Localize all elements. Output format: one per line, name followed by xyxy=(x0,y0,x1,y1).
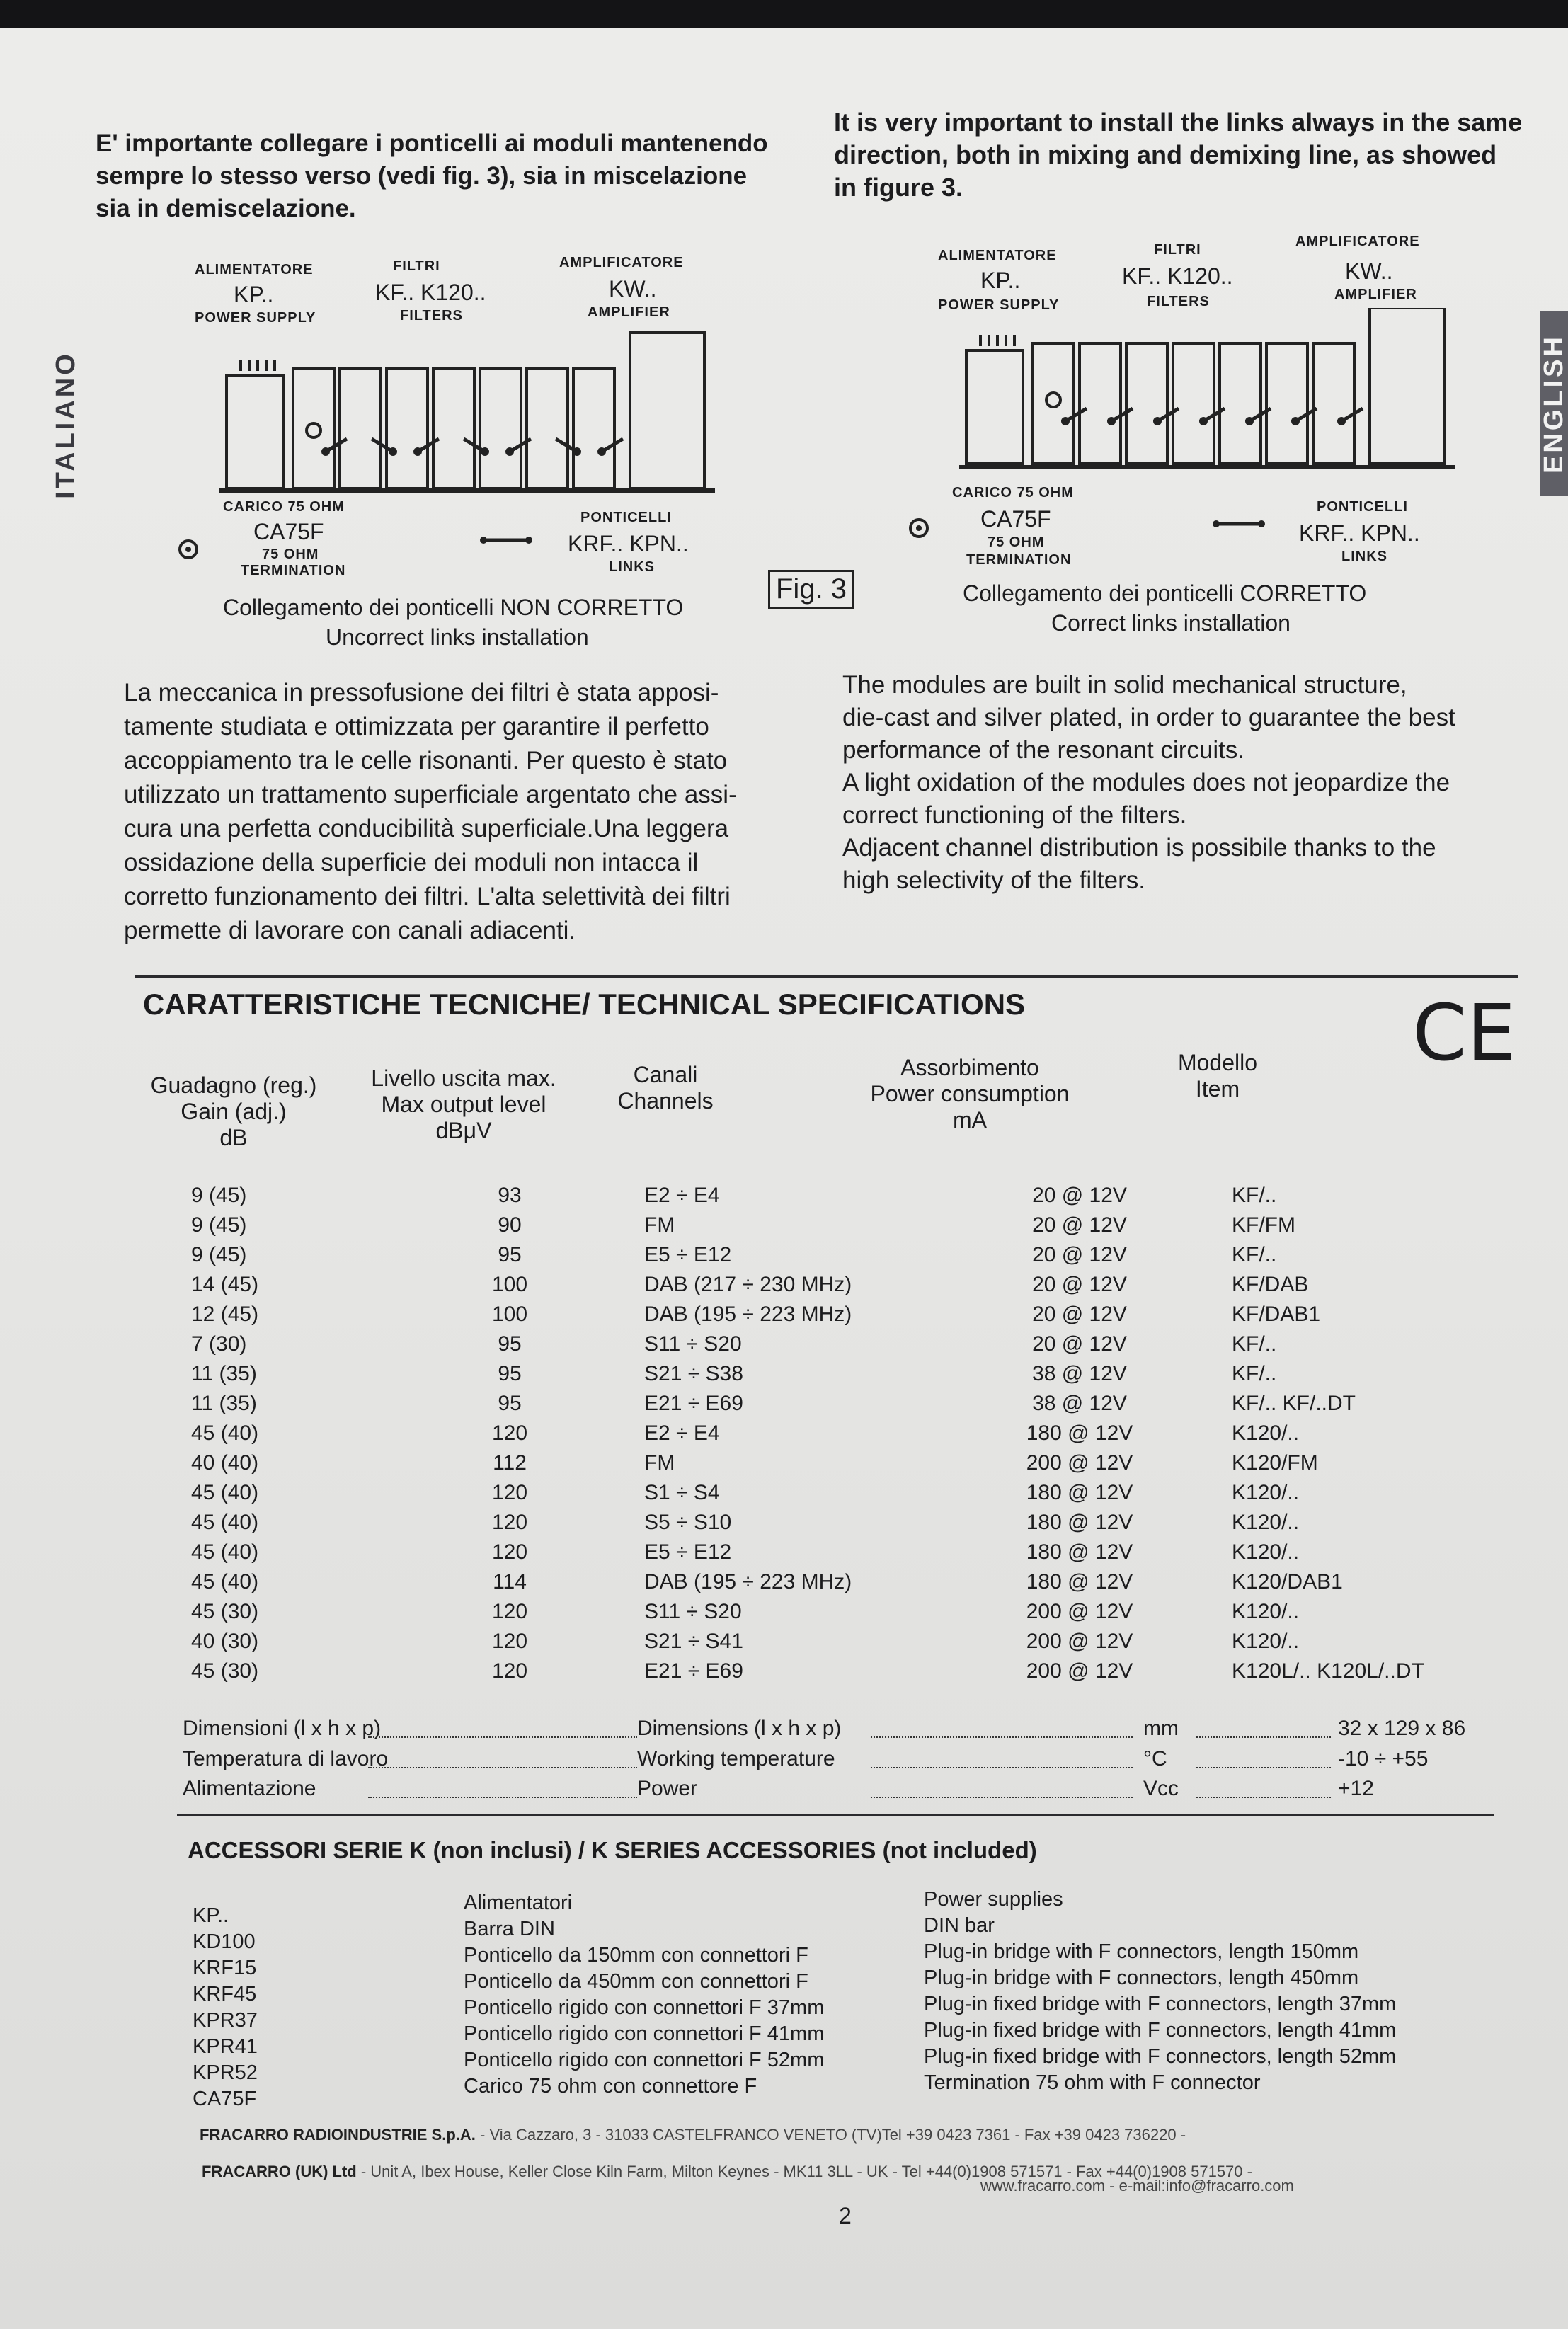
cell-model: K120/.. xyxy=(1232,1600,1300,1623)
cell-channels: E21 ÷ E69 xyxy=(644,1659,743,1683)
cell-gain: 45 (40) xyxy=(191,1421,259,1445)
caption-incorrect-it: Collegamento dei ponticelli NON CORRETTO xyxy=(223,595,684,620)
cell-gain: 14 (45) xyxy=(191,1273,259,1296)
amp-label-it: AMPLIFICATORE xyxy=(1295,234,1420,249)
load-ohm: 75 OHM xyxy=(262,547,319,562)
cell-level: 95 xyxy=(498,1243,522,1266)
general-label-it: Dimensioni (l x h x p) xyxy=(183,1717,382,1740)
intro-english: It is very important to install the links always in the same direction, both in mixing and demixing line, as showed in figure 3. xyxy=(834,108,1523,202)
general-label-en: Working temperature xyxy=(637,1747,835,1770)
intro-italian: E' importante collegare i ponticelli ai moduli mantenendo sempre lo stesso verso (vedi fig. 3), sia in miscelazione sia in demiscelazione. xyxy=(96,130,768,222)
load-label-en: TERMINATION xyxy=(966,552,1072,568)
load-model: CA75F xyxy=(253,519,324,544)
load-ohm: 75 OHM xyxy=(988,534,1045,550)
ps-label-en: POWER SUPPLY xyxy=(195,310,316,326)
ce-mark-icon: CE xyxy=(1412,988,1516,1078)
cell-gain: 11 (35) xyxy=(191,1392,257,1415)
caption-correct-it: Collegamento dei ponticelli CORRETTO xyxy=(963,580,1367,606)
cell-level: 120 xyxy=(491,1630,528,1653)
amp-label-it: AMPLIFICATORE xyxy=(559,255,684,270)
cell-model: K120/DAB1 xyxy=(1232,1570,1343,1593)
cell-channels: E5 ÷ E12 xyxy=(644,1243,732,1266)
cell-channels: E21 ÷ E69 xyxy=(644,1392,743,1415)
accessory-it: Ponticello da 450mm con connettori F xyxy=(464,1970,808,1993)
cell-model: KF/.. xyxy=(1232,1243,1277,1266)
links-label-it: PONTICELLI xyxy=(1317,499,1408,515)
link-icon xyxy=(1211,517,1267,531)
cell-channels: FM xyxy=(644,1451,675,1475)
accessory-code: KD100 xyxy=(193,1930,256,1953)
specs-table xyxy=(149,1181,1501,1686)
general-value: +12 xyxy=(1338,1777,1374,1800)
accessory-code: KRF45 xyxy=(193,1983,257,2005)
cell-level: 95 xyxy=(498,1362,522,1385)
cell-gain: 9 (45) xyxy=(191,1243,247,1266)
cell-power: 200 @ 12V xyxy=(1026,1451,1133,1475)
accessories-english xyxy=(924,1887,1396,2096)
table-row xyxy=(149,1211,1501,1240)
amp-model: KW.. xyxy=(1345,258,1393,284)
leader-dots xyxy=(368,1797,637,1798)
divider xyxy=(177,1814,1494,1816)
footer-company-uk: FRACARRO (UK) Ltd - Unit A, Ibex House, Keller Close Kiln Farm, Milton Keynes - MK11 3LL - UK - Tel +44(0)1908 571571 - Fax +44(0)1908 571570 - xyxy=(202,2163,1252,2180)
table-row xyxy=(149,1300,1501,1329)
cell-level: 95 xyxy=(498,1392,522,1415)
accessory-en: Power supplies xyxy=(924,1888,1063,1911)
cell-gain: 45 (30) xyxy=(191,1600,259,1623)
cell-gain: 11 (35) xyxy=(191,1362,257,1385)
table-row xyxy=(149,1478,1501,1508)
cell-channels: S11 ÷ S20 xyxy=(644,1600,742,1623)
cell-model: KF/.. xyxy=(1232,1362,1277,1385)
accessory-en: Plug-in fixed bridge with F connectors, length 41mm xyxy=(924,2019,1397,2042)
amp-label-en: AMPLIFIER xyxy=(588,304,670,320)
cell-power: 200 @ 12V xyxy=(1026,1600,1133,1623)
general-label-it: Temperatura di lavoro xyxy=(183,1747,389,1770)
cell-level: 120 xyxy=(491,1481,528,1504)
filters-label-en: FILTERS xyxy=(1147,294,1210,309)
cell-power: 20 @ 12V xyxy=(1032,1243,1127,1266)
filters-model: KF.. K120.. xyxy=(375,280,486,305)
accessory-en: Plug-in bridge with F connectors, length 150mm xyxy=(924,1940,1359,1963)
cell-power: 180 @ 12V xyxy=(1026,1511,1133,1534)
page-number: 2 xyxy=(839,2203,852,2228)
cell-power: 38 @ 12V xyxy=(1032,1392,1127,1415)
accessory-code: KP.. xyxy=(193,1904,229,1927)
table-row xyxy=(149,1270,1501,1300)
cell-model: K120/FM xyxy=(1232,1451,1318,1475)
general-unit: Vcc xyxy=(1143,1777,1179,1800)
cell-gain: 40 (40) xyxy=(191,1451,259,1475)
cell-channels: S11 ÷ S20 xyxy=(644,1332,742,1356)
header-power: Assorbimento Power consumption mA xyxy=(870,1055,1070,1133)
general-label-en: Dimensions (l x h x p) xyxy=(637,1717,842,1740)
cell-power: 180 @ 12V xyxy=(1026,1421,1133,1445)
header-gain: Guadagno (reg.) Gain (adj.) dB xyxy=(150,1072,317,1150)
filters-label-it: FILTRI xyxy=(393,258,440,274)
table-row xyxy=(149,1389,1501,1419)
accessory-code: KPR37 xyxy=(193,2009,258,2032)
accessory-it: Ponticello da 150mm con connettori F xyxy=(464,1944,808,1967)
leader-dots xyxy=(871,1736,1133,1738)
cell-level: 120 xyxy=(491,1421,528,1445)
cell-model: KF/.. xyxy=(1232,1332,1277,1356)
specs-title: CARATTERISTICHE TECNICHE/ TECHNICAL SPECIFICATIONS xyxy=(143,988,1026,1021)
cell-model: KF/FM xyxy=(1232,1213,1295,1237)
cell-level: 100 xyxy=(491,1303,528,1326)
tab-english: ENGLISH xyxy=(1540,311,1568,496)
cell-level: 120 xyxy=(491,1511,528,1534)
accessory-it: Ponticello rigido con connettori F 41mm xyxy=(464,2022,825,2045)
cell-channels: FM xyxy=(644,1213,675,1237)
cell-model: K120/.. xyxy=(1232,1481,1300,1504)
cell-channels: E2 ÷ E4 xyxy=(644,1184,720,1207)
links-label-en: LINKS xyxy=(609,559,655,575)
filters-model: KF.. K120.. xyxy=(1122,263,1233,289)
table-row xyxy=(149,1419,1501,1448)
modules-diagram-correct xyxy=(959,308,1455,478)
links-model: KRF.. KPN.. xyxy=(568,531,689,556)
cell-model: KF/.. xyxy=(1232,1184,1277,1207)
amp-label-en: AMPLIFIER xyxy=(1334,287,1417,302)
cell-gain: 9 (45) xyxy=(191,1213,247,1237)
cell-level: 95 xyxy=(498,1332,522,1356)
general-label-it: Alimentazione xyxy=(183,1777,316,1800)
cell-gain: 45 (40) xyxy=(191,1481,259,1504)
cell-power: 180 @ 12V xyxy=(1026,1570,1133,1593)
cell-level: 120 xyxy=(491,1659,528,1683)
links-label-it: PONTICELLI xyxy=(580,510,672,525)
amp-model: KW.. xyxy=(609,276,657,302)
leader-dots xyxy=(368,1767,637,1768)
footer-web: www.fracarro.com - e-mail:info@fracarro.com xyxy=(980,2177,1294,2194)
table-row xyxy=(149,1627,1501,1656)
figure-label: Fig. 3 xyxy=(768,570,854,609)
cell-channels: S21 ÷ S41 xyxy=(644,1630,743,1653)
table-row xyxy=(149,1181,1501,1211)
ps-label-it: ALIMENTATORE xyxy=(938,248,1057,263)
cell-model: K120L/.. K120L/..DT xyxy=(1232,1659,1424,1683)
leader-dots xyxy=(1196,1797,1331,1798)
cell-channels: DAB (195 ÷ 223 MHz) xyxy=(644,1303,852,1326)
header-channels: Canali Channels xyxy=(617,1062,714,1114)
accessory-it: Carico 75 ohm con connettore F xyxy=(464,2075,757,2098)
general-value: -10 ÷ +55 xyxy=(1338,1747,1429,1770)
general-value: 32 x 129 x 86 xyxy=(1338,1717,1466,1740)
cell-model: K120/.. xyxy=(1232,1511,1300,1534)
cell-gain: 45 (40) xyxy=(191,1540,259,1564)
table-row xyxy=(149,1597,1501,1627)
links-model: KRF.. KPN.. xyxy=(1299,520,1420,546)
cell-channels: S5 ÷ S10 xyxy=(644,1511,732,1534)
table-row xyxy=(149,1567,1501,1597)
leader-dots xyxy=(1196,1736,1331,1738)
cell-power: 180 @ 12V xyxy=(1026,1540,1133,1564)
table-row xyxy=(149,1359,1501,1389)
cell-power: 20 @ 12V xyxy=(1032,1273,1127,1296)
cell-power: 200 @ 12V xyxy=(1026,1659,1133,1683)
header-model: Modello Item xyxy=(1177,1050,1258,1101)
table-row xyxy=(149,1538,1501,1567)
accessory-it: Barra DIN xyxy=(464,1918,555,1940)
cell-level: 114 xyxy=(493,1570,527,1593)
accessory-code: KPR52 xyxy=(193,2061,258,2084)
leader-dots xyxy=(368,1736,637,1738)
accessory-en: Plug-in fixed bridge with F connectors, length 52mm xyxy=(924,2045,1397,2068)
leader-dots xyxy=(871,1797,1133,1798)
accessory-en: Termination 75 ohm with F connector xyxy=(924,2071,1261,2094)
links-label-en: LINKS xyxy=(1341,549,1387,564)
header-level: Livello uscita max. Max output level dBμV xyxy=(371,1065,556,1143)
leader-dots xyxy=(1196,1767,1331,1768)
general-label-en: Power xyxy=(637,1777,698,1800)
table-row xyxy=(149,1240,1501,1270)
accessory-it: Ponticello rigido con connettori F 37mm xyxy=(464,1996,825,2019)
table-row xyxy=(149,1656,1501,1686)
accessory-en: Plug-in fixed bridge with F connectors, length 37mm xyxy=(924,1993,1397,2015)
table-row xyxy=(149,1329,1501,1359)
cell-channels: E5 ÷ E12 xyxy=(644,1540,732,1564)
cell-level: 90 xyxy=(498,1213,522,1237)
cell-channels: S1 ÷ S4 xyxy=(644,1481,720,1504)
cell-model: KF/DAB xyxy=(1232,1273,1309,1296)
ps-model: KP.. xyxy=(234,282,274,307)
cell-model: KF/DAB1 xyxy=(1232,1303,1321,1326)
cell-power: 180 @ 12V xyxy=(1026,1481,1133,1504)
cell-power: 20 @ 12V xyxy=(1032,1303,1127,1326)
accessory-it: Ponticello rigido con connettori F 52mm xyxy=(464,2049,825,2071)
load-label-it: CARICO 75 OHM xyxy=(223,499,345,515)
cell-gain: 45 (40) xyxy=(191,1511,259,1534)
cell-level: 120 xyxy=(491,1540,528,1564)
caption-incorrect-en: Uncorrect links installation xyxy=(326,624,589,650)
cell-channels: DAB (195 ÷ 223 MHz) xyxy=(644,1570,852,1593)
accessory-code: CA75F xyxy=(193,2088,257,2110)
figure-correct xyxy=(899,234,1501,658)
leader-dots xyxy=(871,1767,1133,1768)
cell-channels: E2 ÷ E4 xyxy=(644,1421,720,1445)
link-icon xyxy=(478,533,534,547)
filters-label-it: FILTRI xyxy=(1154,242,1201,258)
modules-diagram-incorrect xyxy=(219,326,715,496)
cell-gain: 9 (45) xyxy=(191,1184,247,1207)
cell-channels: S21 ÷ S38 xyxy=(644,1362,743,1385)
top-edge xyxy=(0,0,1568,28)
cell-gain: 7 (30) xyxy=(191,1332,247,1356)
cell-level: 120 xyxy=(491,1600,528,1623)
accessories-italian xyxy=(464,1890,824,2100)
figure-incorrect xyxy=(127,255,729,651)
load-model: CA75F xyxy=(980,506,1051,532)
table-row xyxy=(149,1448,1501,1478)
cell-model: KF/.. KF/..DT xyxy=(1232,1392,1356,1415)
cell-gain: 40 (30) xyxy=(191,1630,259,1653)
cell-power: 20 @ 12V xyxy=(1032,1213,1127,1237)
cell-model: K120/.. xyxy=(1232,1630,1300,1653)
accessory-it: Alimentatori xyxy=(464,1892,573,1914)
cell-gain: 45 (30) xyxy=(191,1659,259,1683)
accessory-code: KPR41 xyxy=(193,2035,258,2058)
termination-icon xyxy=(176,537,201,562)
cell-power: 20 @ 12V xyxy=(1032,1184,1127,1207)
ps-label-en: POWER SUPPLY xyxy=(938,297,1060,313)
footer-company-it: FRACARRO RADIOINDUSTRIE S.p.A. - Via Cazzaro, 3 - 31033 CASTELFRANCO VENETO (TV)Tel +39 0423 7361 - Fax +39 0423 736220 - xyxy=(200,2126,1186,2144)
cell-gain: 12 (45) xyxy=(191,1303,259,1326)
table-row xyxy=(149,1508,1501,1538)
accessories-title: ACCESSORI SERIE K (non inclusi) / K SERIES ACCESSORIES (not included) xyxy=(188,1837,1037,1863)
divider xyxy=(135,975,1518,978)
termination-icon xyxy=(906,515,932,541)
cell-level: 93 xyxy=(498,1184,522,1207)
mechanics-english: The modules are built in solid mechanical structure, die-cast and silver plated, in order to guarantee the best performance of the resonant circuits. A light oxidation of the modules does not jeopardize the correct functioning of the filters. Adjacent channel distribution is possibile thanks to the high selectivity of the filters. xyxy=(842,671,1455,894)
ps-label-it: ALIMENTATORE xyxy=(195,262,314,277)
cell-gain: 45 (40) xyxy=(191,1570,259,1593)
accessories-codes xyxy=(193,1903,258,2112)
cell-channels: DAB (217 ÷ 230 MHz) xyxy=(644,1273,852,1296)
general-unit: °C xyxy=(1143,1747,1167,1770)
mechanics-italian: La meccanica in pressofusione dei filtri è stata apposi- tamente studiata e ottimizzata per garantire il perfetto accoppiamento tra le celle risonanti. Per questo è stato utilizzato un trattamento superficiale argentato che assi- cura una perfetta conducibilità superficiale.Una leggera ossidazione della superficie dei moduli non intacca il corretto funzionamento dei filtri. L'alta selettività dei filtri permette di lavorare con canali adiacenti. xyxy=(124,679,737,944)
caption-correct-en: Correct links installation xyxy=(1051,610,1291,636)
accessory-code: KRF15 xyxy=(193,1957,257,1979)
accessory-en: DIN bar xyxy=(924,1914,995,1937)
ps-model: KP.. xyxy=(980,268,1021,293)
cell-model: K120/.. xyxy=(1232,1540,1300,1564)
cell-level: 112 xyxy=(493,1451,527,1475)
cell-level: 100 xyxy=(491,1273,528,1296)
load-label-en: TERMINATION xyxy=(241,563,346,578)
general-unit: mm xyxy=(1143,1717,1179,1740)
tab-italiano: ITALIANO xyxy=(50,350,81,499)
accessory-en: Plug-in bridge with F connectors, length 450mm xyxy=(924,1967,1359,1989)
filters-label-en: FILTERS xyxy=(400,308,463,324)
load-label-it: CARICO 75 OHM xyxy=(952,485,1074,500)
cell-power: 38 @ 12V xyxy=(1032,1362,1127,1385)
cell-model: K120/.. xyxy=(1232,1421,1300,1445)
cell-power: 20 @ 12V xyxy=(1032,1332,1127,1356)
cell-power: 200 @ 12V xyxy=(1026,1630,1133,1653)
